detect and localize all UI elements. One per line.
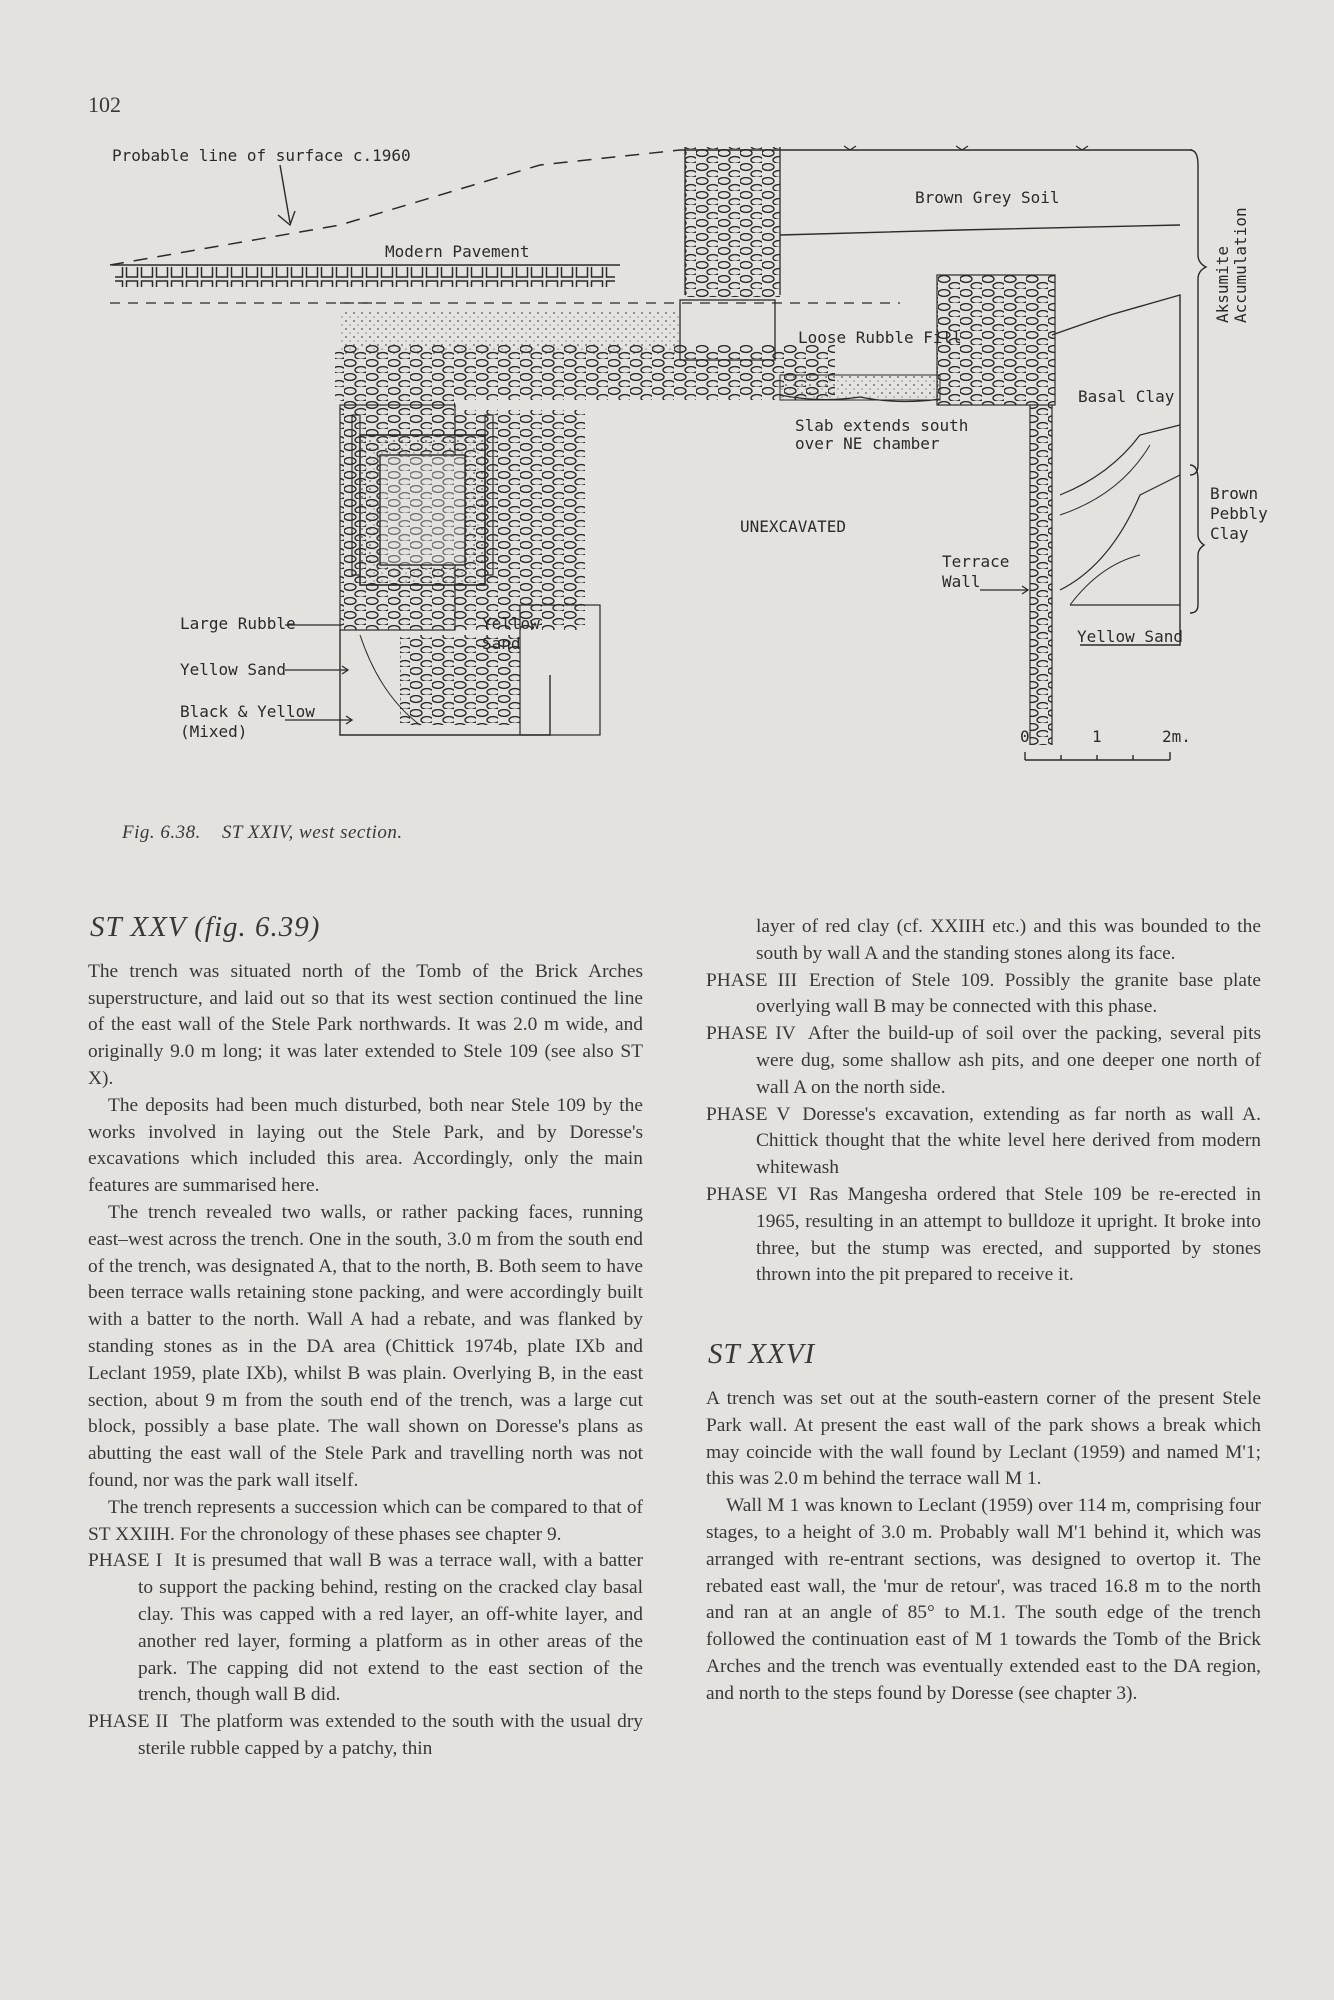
label-wall: Wall (942, 572, 981, 591)
continuation-paragraph: layer of red clay (cf. XXIIH etc.) and this was bounded to the south by wall A and the standing stones along its face. (756, 916, 1261, 964)
paragraph: Wall M 1 was known to Leclant (1959) over 114 m, comprising four stages, to a height of 3.0 m. Probably wall M'1 behind it, which was arranged with re-entrant sections, was designed to overtop it. The rebated east wall, the 'mur de retour', was traced 16.8 m to the north and ran at an angle of 85° to M.1. The south edge of the trench followed the continuation east of M 1 towards the Tomb of the Brick Arches and the trench was eventually extended east to the DA region, and north to the steps found by Doresse (see chapter 3). (706, 1495, 1261, 1704)
left-column (88, 910, 643, 1763)
caption-number: Fig. 6.38. (122, 822, 201, 843)
label-large-rubble: Large Rubble (180, 614, 296, 633)
label-sand: Sand (482, 634, 521, 653)
label-loose-rubble-fill: Loose Rubble Fill (798, 328, 962, 347)
phase-label: PHASE VI (706, 1183, 798, 1205)
paragraph: The trench was situated north of the Tomb of the Brick Arches superstructure, and laid out so that its west section continued the line of the east wall of the Stele Park northwards. It was 2.0 m wide, and originally 9.0 m long; it was later extended to Stele 109 (see also ST X). (88, 960, 643, 1089)
paragraph: The trench represents a succession which can be compared to that of ST XXIIH. For the chronology of these phases see chapter 9. (88, 1496, 643, 1545)
section-heading-st-xxvi: ST XXVI (708, 1338, 816, 1371)
label-pebbly: Pebbly (1210, 504, 1268, 523)
paragraph: A trench was set out at the south-eastern corner of the present Stele Park wall. At present the east wall of the park shows a break which may coincide with the wall found by Leclant (1959) and named M'1; this was 2.0 m behind the terrace wall M 1. (706, 1387, 1261, 1490)
label-clay: Clay (1210, 524, 1249, 543)
scale-2: 2m. (1162, 727, 1191, 746)
label-aksumite: Aksumite (1213, 245, 1232, 323)
phase-label: PHASE I (88, 1550, 163, 1572)
phase-entry (88, 1709, 643, 1763)
label-brown: Brown (1210, 484, 1259, 503)
figure-caption (122, 822, 403, 844)
phase-text: Doresse's excavation, extending as far north as wall A. Chittick thought that the white level here derived from modern whitewash (756, 1103, 1262, 1179)
label-surface: Probable line of surface c.1960 (112, 146, 411, 165)
scale-1: 1 (1092, 727, 1102, 746)
phase-text: Ras Mangesha ordered that Stele 109 be re-erected in 1965, resulting in an attempt to bulldoze it upright. It broke into three, but the stump was erected, and supported by stones thrown into the pit prepared to receive it. (756, 1183, 1261, 1286)
phase-entry (706, 1021, 1261, 1101)
page-number: 102 (88, 92, 121, 117)
phase-entry (706, 1182, 1261, 1289)
section-drawing-svg (80, 135, 1270, 815)
label-yellow-sand-left: Yellow Sand (180, 660, 286, 679)
scale-0: 0 (1020, 727, 1030, 746)
label-basal-clay: Basal Clay (1078, 387, 1175, 406)
label-accumulation: Accumulation (1231, 207, 1250, 323)
label-yellow-sand-right: Yellow Sand (1077, 627, 1183, 646)
label-brown-grey-soil: Brown Grey Soil (915, 188, 1060, 207)
label-terrace: Terrace (942, 552, 1010, 571)
label-slab-1: Slab extends south (795, 416, 969, 435)
phase-text: The platform was extended to the south with the usual dry sterile rubble capped by a patchy, thin (138, 1711, 643, 1759)
phase-entry (88, 1548, 643, 1709)
phase-entry (706, 1102, 1261, 1182)
phase-text: It is presumed that wall B was a terrace wall, with a batter to support the packing behind, resting on the cracked clay basal clay. This was capped with a red layer, an off-white layer, and another red layer, forming a platform as in other areas of the park. The capping did not extend to the east section of the trench, though wall B did. (138, 1550, 643, 1706)
label-unexcavated: UNEXCAVATED (740, 517, 846, 536)
caption-text: ST XXIV, west section. (221, 822, 403, 843)
label-slab-2: over NE chamber (795, 434, 940, 453)
phase-entry (706, 968, 1261, 1022)
right-column (706, 914, 1261, 1708)
paragraph: The trench revealed two walls, or rather packing faces, running east–west across the trench. One in the south, 3.0 m from the south end of the trench, was designated A, that to the north, B. Both seem to have been terrace walls retaining stone packing, and were accordingly built with a batter to the north. Wall A had a rebate, and was flanked by standing stones as in the DA area (Chittick 1974b, plate IXb and Leclant 1959, plate IXb), whilst B was plain. Overlying B, in the east section, about 9 m from the south end of the trench, was a large cut block, possibly a base plate. The wall shown on Doresse's plans as abutting the east wall of the Stele Park and travelling north was not found, nor was the park wall itself. (88, 1201, 643, 1491)
phase-text: After the build-up of soil over the packing, several pits were dug, some shallow ash pits, and one deeper one north of wall A on the north side. (756, 1023, 1262, 1098)
section-drawing (80, 135, 1270, 815)
phase-label: PHASE III (706, 969, 798, 991)
label-black-yellow-1: Black & Yellow (180, 702, 315, 721)
label-modern-pavement: Modern Pavement (385, 242, 530, 261)
label-yellow: Yellow (482, 614, 540, 633)
section-heading-st-xxv: ST XXV (fig. 6.39) (90, 911, 321, 943)
phase-text: Erection of Stele 109. Possibly the granite base plate overlying wall B may be connected with this phase. (756, 969, 1262, 1018)
phase-label: PHASE V (706, 1103, 791, 1125)
phase-label: PHASE IV (706, 1023, 796, 1045)
label-black-yellow-2: (Mixed) (180, 722, 248, 741)
paragraph: The deposits had been much disturbed, both near Stele 109 by the works involved in laying out the Stele Park, and by Doresse's excavations which included this area. Accordingly, only the main features are summarised here. (88, 1094, 643, 1197)
spacer (706, 1289, 1261, 1337)
phase-label: PHASE II (88, 1711, 169, 1733)
